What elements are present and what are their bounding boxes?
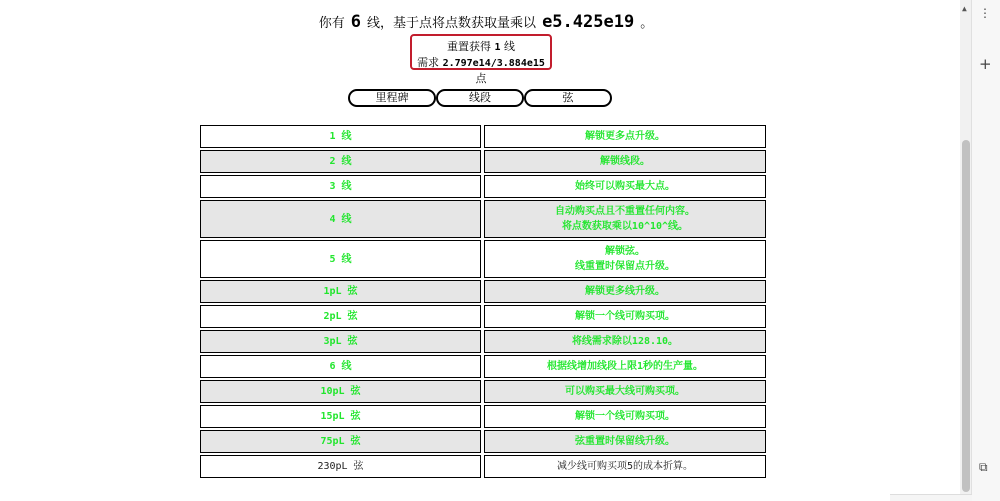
reset-requirement-line xyxy=(412,55,550,86)
scrollbar-thumb[interactable] xyxy=(962,140,970,492)
milestone-requirement: 4 线 xyxy=(200,200,481,238)
milestone-row xyxy=(200,355,766,378)
milestone-description xyxy=(484,380,766,403)
reset-gain-amount: 1 xyxy=(494,42,501,53)
milestone-description xyxy=(484,200,766,238)
milestone-requirement: 6 线 xyxy=(200,355,481,378)
milestone-requirement: 1pL 弦 xyxy=(200,280,481,303)
status-bar xyxy=(890,494,972,501)
milestone-description-line: 弦重置时保留线升级。 xyxy=(575,436,675,447)
milestone-description-line: 解锁弦。 xyxy=(605,246,645,257)
milestone-description-line: 根据线增加线段上限1秒的生产量。 xyxy=(546,361,704,372)
milestone-description xyxy=(484,430,766,453)
plus-icon[interactable]: + xyxy=(979,55,992,73)
milestone-description-line: 将点数获取乘以10^10^线。 xyxy=(561,221,689,232)
milestone-description xyxy=(484,330,766,353)
milestone-requirement: 3pL 弦 xyxy=(200,330,481,353)
milestone-description xyxy=(484,175,766,198)
reset-req-prefix: 需求 xyxy=(417,56,440,69)
tab-milestones[interactable]: 里程碑 xyxy=(348,89,436,107)
milestone-description-line: 将线需求除以128.10。 xyxy=(571,336,679,347)
summary-suffix: 。 xyxy=(640,16,654,31)
reset-gain-line xyxy=(412,39,550,55)
milestone-description xyxy=(484,280,766,303)
reset-gain-prefix: 重置获得 xyxy=(446,40,491,53)
reset-gain-suffix: 线 xyxy=(504,40,516,53)
milestone-requirement: 1 线 xyxy=(200,125,481,148)
milestone-row xyxy=(200,380,766,403)
screenshot-icon[interactable]: ⧉ xyxy=(979,460,988,474)
tab-bar xyxy=(348,89,612,107)
tab-strings[interactable]: 弦 xyxy=(524,89,612,107)
milestone-row xyxy=(200,330,766,353)
milestone-row xyxy=(200,430,766,453)
points-summary xyxy=(0,12,972,32)
milestone-row xyxy=(200,150,766,173)
milestone-requirement: 75pL 弦 xyxy=(200,430,481,453)
tab-segments[interactable]: 线段 xyxy=(436,89,524,107)
milestone-row xyxy=(200,125,766,148)
milestone-row xyxy=(200,175,766,198)
milestone-requirement: 10pL 弦 xyxy=(200,380,481,403)
milestone-row xyxy=(200,240,766,278)
milestone-requirement: 5 线 xyxy=(200,240,481,278)
scroll-up-icon[interactable]: ▲ xyxy=(962,4,967,13)
milestone-requirement: 3 线 xyxy=(200,175,481,198)
milestone-row xyxy=(200,405,766,428)
milestone-description-line: 自动购买点且不重置任何内容。 xyxy=(555,206,695,217)
line-reset-button[interactable] xyxy=(410,34,552,85)
milestone-description xyxy=(484,355,766,378)
line-count: 6 xyxy=(350,12,362,32)
summary-prefix: 你有 xyxy=(318,16,345,31)
milestone-row xyxy=(200,200,766,238)
milestone-requirement: 230pL 弦 xyxy=(200,455,481,478)
milestone-description-line: 始终可以购买最大点。 xyxy=(575,181,675,192)
milestone-description-line: 解锁一个线可购买项。 xyxy=(575,411,675,422)
reset-req-amount: 2.797e14/3.884e15 xyxy=(442,58,545,69)
milestone-row xyxy=(200,280,766,303)
milestone-row xyxy=(200,455,766,478)
summary-mid: 线，基于点将点数获取量乘以 xyxy=(367,16,537,31)
milestone-table xyxy=(200,125,766,480)
milestone-description xyxy=(484,240,766,278)
milestone-row xyxy=(200,305,766,328)
milestone-description-line: 解锁更多线升级。 xyxy=(585,286,665,297)
milestone-description-line: 减少线可购买项5的成本折算。 xyxy=(556,461,694,472)
milestone-description-line: 解锁线段。 xyxy=(600,156,650,167)
milestone-description xyxy=(484,305,766,328)
milestone-description-line: 可以购买最大线可购买项。 xyxy=(565,386,685,397)
more-vertical-icon[interactable]: ⋮ xyxy=(979,6,991,20)
milestone-requirement: 2 线 xyxy=(200,150,481,173)
milestone-requirement: 2pL 弦 xyxy=(200,305,481,328)
milestone-description-line: 线重置时保留点升级。 xyxy=(575,261,675,272)
milestone-requirement: 15pL 弦 xyxy=(200,405,481,428)
multiplier-value: e5.425e19 xyxy=(542,12,635,32)
reset-req-suffix: 点 xyxy=(475,72,487,85)
milestone-description xyxy=(484,405,766,428)
browser-side-panel xyxy=(971,0,1000,501)
milestone-description-line: 解锁一个线可购买项。 xyxy=(575,311,675,322)
milestone-description-line: 解锁更多点升级。 xyxy=(585,131,665,142)
milestone-description xyxy=(484,125,766,148)
milestone-description xyxy=(484,455,766,478)
milestone-description xyxy=(484,150,766,173)
